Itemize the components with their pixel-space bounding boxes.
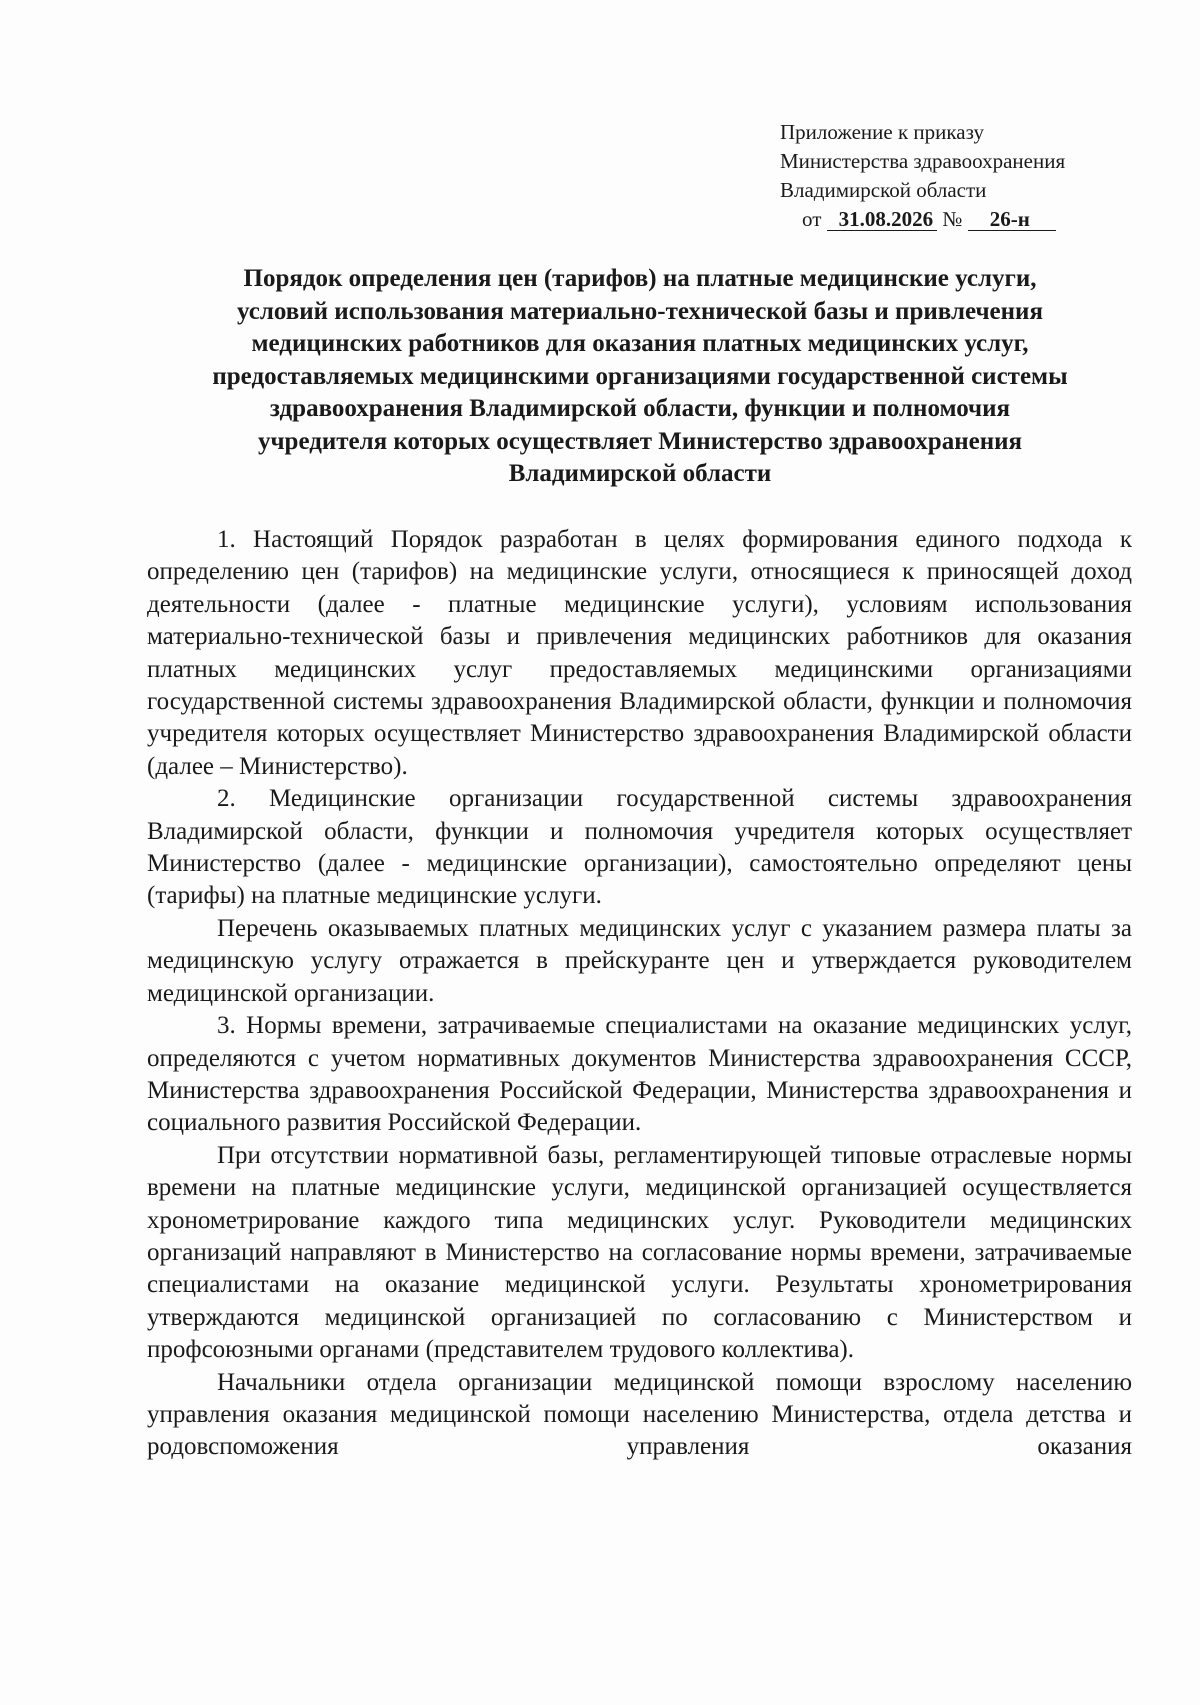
annex-line-3: Владимирской области [780, 178, 987, 202]
paragraph-timing: При отсутствии нормативной базы, регламентирующей типовые отраслевые нормы времени на платные медицинские услуги, медицинской организацией осуществляется хронометрирование каждого типа медицинских услуг. Руководители медицинских организаций направляют в Министерство на согласование нормы времени, затрачиваемые специалистами на оказание медицинской услуги. Результаты хронометрирования утверждаются медицинской организацией по согласованию с Министерством и профсоюзными органами (представителем трудового коллектива). [147, 1141, 1132, 1364]
annex-line-1: Приложение к приказу [780, 120, 984, 144]
paragraph-price-list: Перечень оказываемых платных медицинских услуг с указанием размера платы за медицинскую услугу отражается в прейскуранте цен и утверждается руководителем медицинской организации. [147, 914, 1132, 1007]
paragraph-1: 1. Настоящий Порядок разработан в целях формирования единого подхода к определению цен (тарифов) на медицинские услуги, относящиеся к приносящей доход деятельности (далее - платные медицинские услуги), условиям использования материально-технической базы и привлечения медицинских работников для оказания платных медицинских услуг предоставляемых медицинскими организациями государственной системы здравоохранения Владимирской области, функции и полномочия учредителя которых осуществляет Министерство здравоохранения Владимирской области (далее – Министерство). [147, 526, 1132, 780]
title-line: учредителя которых осуществляет Министерство здравоохранения [257, 427, 1023, 455]
number-sign: № [942, 207, 963, 231]
annex-header [780, 118, 1065, 234]
title-line: здравоохранения Владимирской области, функции и полномочия [269, 395, 1011, 422]
title-line: Владимирской области [508, 460, 772, 487]
date-prefix: от [802, 207, 822, 231]
document-body [147, 524, 1132, 1464]
title-line: Порядок определения цен (тарифов) на платные медицинские услуги, [243, 265, 1037, 292]
annex-date-line [780, 205, 1065, 234]
paragraph-3: 3. Нормы времени, затрачиваемые специалистами на оказание медицинских услуг, определяются с учетом нормативных документов Министерства здравоохранения СССР, Министерства здравоохранения Российской Федерации, Министерства здравоохранения и социального развития Российской Федерации. [147, 1012, 1132, 1137]
title-line: предоставляемых медицинскими организациями государственной системы [212, 362, 1068, 390]
annex-line-2: Министерства здравоохранения [780, 149, 1066, 173]
order-date: 31.08.2026 [827, 208, 938, 231]
document-title [140, 263, 1140, 491]
title-line: условий использования материально-технической базы и привлечения [237, 297, 1043, 325]
paragraph-2: 2. Медицинские организации государственной системы здравоохранения Владимирской области, функции и полномочия учредителя которых осуществляет Министерство (далее - медицинские организации), самостоятельно определяют цены (тарифы) на платные медицинские услуги. [147, 785, 1132, 910]
order-number: 26-н [968, 208, 1056, 231]
paragraph-heads: Начальники отдела организации медицинской помощи взрослому населению управления оказания медицинской помощи населению Министерства, отдела детства и родовспоможения управления оказания [147, 1368, 1132, 1461]
title-line: медицинских работников для оказания платных медицинских услуг, [251, 330, 1029, 357]
